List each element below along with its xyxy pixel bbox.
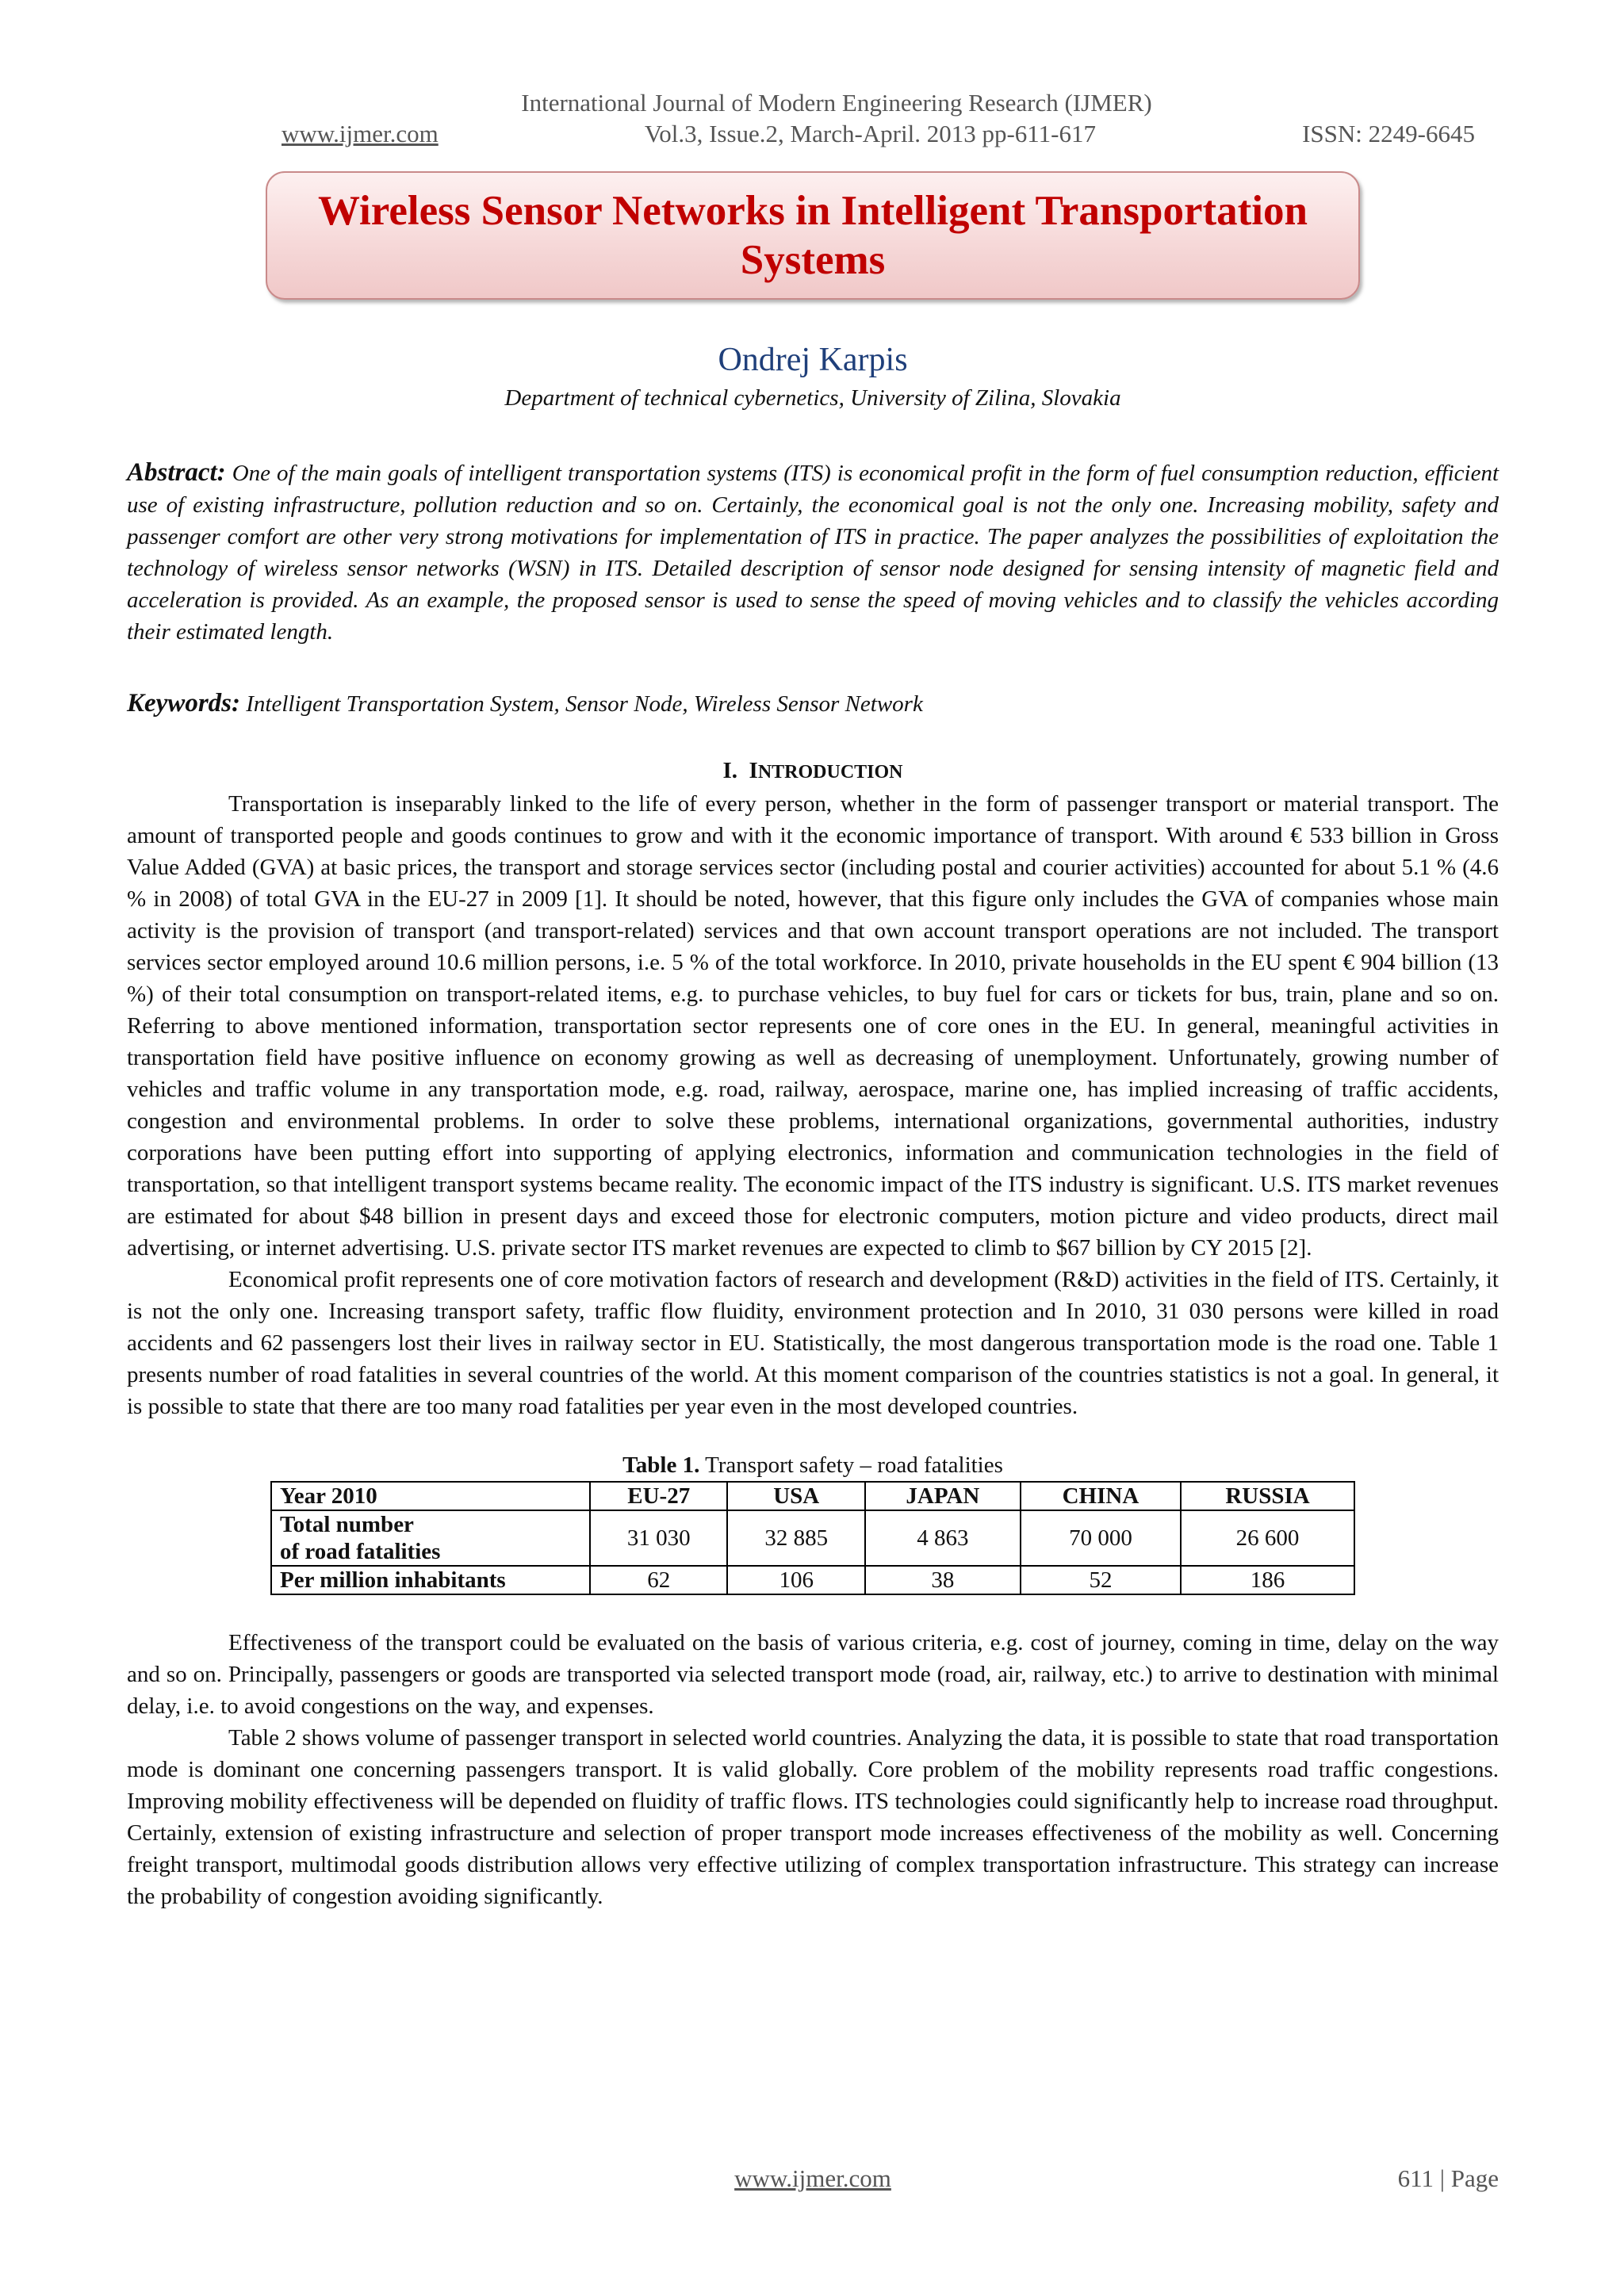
table-cell: 31 030	[590, 1510, 727, 1566]
table-header-cell: USA	[727, 1482, 864, 1510]
table-row-label	[271, 1510, 590, 1566]
section-number: I.	[722, 758, 738, 783]
table-header-cell: JAPAN	[865, 1482, 1021, 1510]
table-caption-label: Table 1.	[622, 1452, 700, 1478]
table-row-label: Per million inhabitants	[271, 1566, 590, 1594]
paper-page	[127, 87, 1499, 1912]
table-cell: 70 000	[1021, 1510, 1181, 1566]
keywords	[127, 687, 1499, 720]
row-label-line: of road fatalities	[280, 1539, 441, 1564]
table-header-cell: Year 2010	[271, 1482, 590, 1510]
table-cell: 26 600	[1181, 1510, 1354, 1566]
section-title-rest: NTRODUCTION	[757, 762, 903, 783]
table-cell: 106	[727, 1566, 864, 1594]
page-number: 611 | Page	[1397, 2164, 1499, 2192]
table-cell: 62	[590, 1566, 727, 1594]
journal-issn: ISSN: 2249-6645	[1302, 120, 1475, 147]
paragraph: Transportation is inseparably linked to the life of every person, whether in the form of passenger transport or material transport. The amount of transported people and goods continues to grow and with it the economic importance of transport. With around € 533 billion in Gross Value Added (GVA) at basic prices, the transport and storage services sector (including postal and courier activities) accounted for about 5.1 % (4.6 % in 2008) of total GVA in the EU-27 in 2009 [1]. It should be noted, however, that this figure only includes the GVA of companies whose main activity is the provision of transport (and transport-related) services and that own account transport operations are not included. The transport services sector employed around 10.6 million persons, i.e. 5 % of the total workforce. In 2010, private households in the EU spent € 904 billion (13 %) of their total consumption on transport-related items, e.g. to purchase vehicles, to buy fuel for cars or tickets for bus, train, plane and so on. Referring to above mentioned information, transportation sector represents one of core ones in the EU. In general, meaningful activities in transportation field have positive influence on economy growing as well as decreasing of unemployment. Unfortunately, growing number of vehicles and traffic volume in any transportation mode, e.g. road, railway, aerospace, marine one, has implied increasing of traffic accidents, congestion and environmental problems. In order to solve these problems, international organizations, governmental authorities, industry corporations have been putting effort into supporting of applying electronics, information and communication technologies in the field of transportation, so that intelligent transport systems became reality. The economic impact of the ITS industry is significant. U.S. ITS market revenues are estimated for about $48 billion in present days and exceed those for electronic computers, motion picture and video products, direct mail advertising, or internet advertising. U.S. private sector ITS market revenues are expected to climb to $67 billion by CY 2015 [2].	[127, 791, 1499, 1261]
footer-url-link[interactable]: www.ijmer.com	[734, 2164, 891, 2192]
post-table-text	[127, 1627, 1499, 1912]
table-row	[271, 1510, 1354, 1566]
table-header-cell: CHINA	[1021, 1482, 1181, 1510]
table-cell: 4 863	[865, 1510, 1021, 1566]
table-header-row	[271, 1482, 1354, 1510]
paragraph: Economical profit represents one of core motivation factors of research and development (R&D) activities in the field of ITS. Certainly, it is not the only one. Increasing transport safety, traffic flow fluidity, environment protection and In 2010, 31 030 persons were killed in road accidents and 62 passengers lost their lives in railway sector in EU. Statistically, the most dangerous transportation mode is the road one. Table 1 presents number of road fatalities in several countries of the world. At this moment comparison of the countries statistics is not a goal. In general, it is possible to state that there are too many road fatalities per year even in the most developed countries.	[127, 1267, 1499, 1419]
road-fatalities-table	[270, 1481, 1355, 1595]
keywords-text: Intelligent Transportation System, Sensor Node, Wireless Sensor Network	[246, 691, 923, 717]
abstract	[127, 457, 1499, 648]
paragraph: Table 2 shows volume of passenger transport in selected world countries. Analyzing the data, it is possible to state that road transportation mode is dominant one concerning passengers transport. It is valid globally. Core problem of the mobility represents road traffic congestions. Improving mobility effectiveness will be depended on fluidity of traffic flows. ITS technologies could significantly help to increase road throughput. Certainly, extension of existing infrastructure and selection of proper transport mode increases effectiveness of the mobility as well. Concerning freight transport, multimodal goods distribution allows very effective utilizing of complex transportation infrastructure. This strategy can increase the probability of congestion avoiding significantly.	[127, 1725, 1499, 1909]
keywords-label: Keywords:	[127, 689, 240, 718]
table-cell: 38	[865, 1566, 1021, 1594]
journal-volume: Vol.3, Issue.2, March-April. 2013 pp-611-617	[644, 120, 1096, 147]
title-box	[266, 171, 1360, 300]
table-cell: 52	[1021, 1566, 1181, 1594]
journal-url-link[interactable]: www.ijmer.com	[282, 120, 439, 147]
table-row	[271, 1566, 1354, 1594]
table-header-cell: RUSSIA	[1181, 1482, 1354, 1510]
abstract-text: One of the main goals of intelligent transportation systems (ITS) is economical profit in the form of fuel consumption reduction, efficient use of existing infrastructure, pollution reduction and so on. Certainly, the economical goal is not the only one. Increasing mobility, safety and passenger comfort are other very strong motivations for implementation of ITS in practice. The paper analyzes the possibilities of exploitation the technology of wireless sensor networks (WSN) in ITS. Detailed description of sensor node designed for sensing intensity of magnetic field and acceleration is provided. As an example, the proposed sensor is used to sense the speed of moving vehicles and to classify the vehicles according their estimated length.	[127, 461, 1500, 645]
section-title-initial: I	[749, 758, 758, 783]
paragraph: Effectiveness of the transport could be evaluated on the basis of various criteria, e.g. cost of journey, coming in time, delay on the way and so on. Principally, passengers or goods are transported via selected transport mode (road, air, railway, etc.) to arrive to destination with minimal delay, i.e. to avoid congestions on the way, and expenses.	[127, 1630, 1499, 1719]
journal-info-line	[127, 119, 1499, 149]
journal-name: International Journal of Modern Engineering Research (IJMER)	[521, 89, 1152, 117]
table-caption-text: Transport safety – road fatalities	[705, 1452, 1003, 1478]
table-cell: 186	[1181, 1566, 1354, 1594]
page-footer	[127, 2164, 1499, 2199]
table-caption	[127, 1451, 1499, 1479]
table-cell: 32 885	[727, 1510, 864, 1566]
author-name: Ondrej Karpis	[718, 342, 908, 378]
abstract-label: Abstract:	[127, 458, 226, 487]
row-label-line: Total number	[280, 1512, 414, 1537]
table-header-cell: EU-27	[590, 1482, 727, 1510]
section-heading-introduction	[127, 755, 1499, 788]
paper-title: Wireless Sensor Networks in Intelligent Transportation Systems	[317, 188, 1308, 283]
author-affiliation: Department of technical cybernetics, University of Zilina, Slovakia	[504, 385, 1121, 411]
